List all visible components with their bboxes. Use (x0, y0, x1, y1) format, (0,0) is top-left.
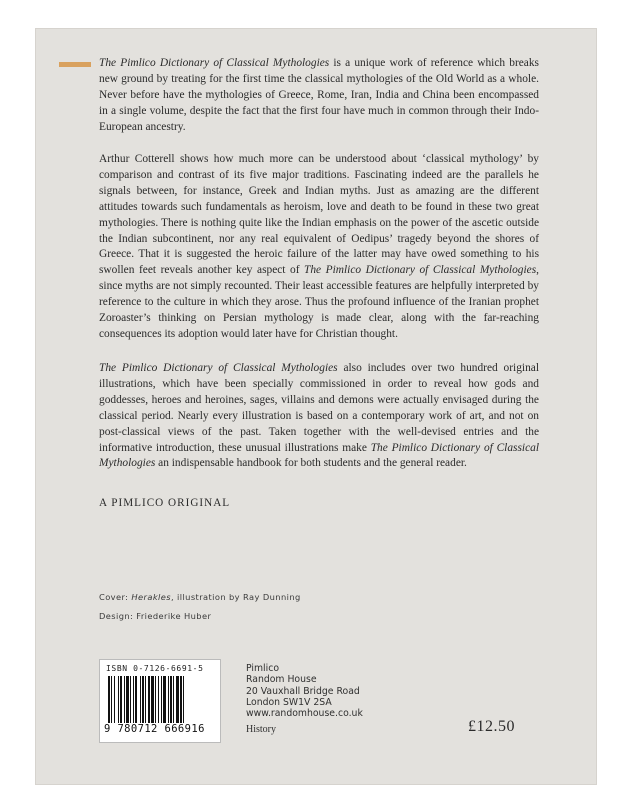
barcode-bar (151, 676, 154, 723)
category-label: History (246, 724, 276, 735)
barcode-bar (170, 676, 172, 723)
barcode-bar (145, 676, 146, 723)
barcode-bar (180, 676, 182, 723)
cover-artwork-title: Herakles (131, 592, 171, 602)
barcode-bar (168, 676, 169, 723)
barcode-bar (114, 676, 115, 723)
price-label: £12.50 (468, 718, 515, 735)
blurb-paragraph-3 (99, 361, 539, 472)
barcode-bar (158, 676, 159, 723)
barcode-bar (161, 676, 162, 723)
barcode-bar (135, 676, 137, 723)
barcode-bar (163, 676, 166, 723)
barcode-bar (173, 676, 174, 723)
cover-credit-suffix: , illustration by Ray Dunning (170, 592, 301, 602)
barcode-bar (148, 676, 150, 723)
book-title: The Pimlico Dictionary of Classical Mythologies (99, 441, 539, 470)
blurb-text: Arthur Cotterell shows how much more can be understood about ‘classical mythology’ by comparison and contrast of its five major traditions. Fascinating indeed are the parallels he signals between, for instance, Greek and Indian myths. Just as amazing are the different attitudes towards such fundamentals as heroism, love and death to be found in these two great mythologies. There is nothing quite like the Indian emphasis on the power of the ascetic outside the Indian subcontinent, nor any real equivalent of Oedipus’ tragedy beyond the shores of Greece. That it is suggested the heroic failure of the latter may have owed something to his swollen feet reveals another key aspect of (99, 153, 539, 277)
cover-credit-prefix: Cover: (99, 592, 132, 602)
accent-bar (59, 62, 91, 67)
barcode-bar (142, 676, 144, 723)
blurb-text: , since myths are not simply recounted. Their least accessible features are helpfully interpreted by reference to the culture in which they arose. Thus the profound influence of the Iranian prophet Zoroaster’s thinking on Persian mythology is made clear, along with the far-reaching consequences its adoption would later have for Christian thought. (99, 264, 539, 340)
barcode-bar (140, 676, 141, 723)
barcode-bar (111, 676, 112, 723)
isbn-number: ISBN 0-7126-6691-5 (106, 664, 204, 673)
barcode-bar (133, 676, 134, 723)
publisher-address (246, 663, 363, 719)
barcode-bar (126, 676, 129, 723)
publisher-name: Pimlico (246, 663, 280, 674)
cover-credit (99, 592, 301, 602)
publisher-street: 20 Vauxhall Bridge Road (246, 685, 360, 697)
barcode-bar (108, 676, 110, 723)
blurb-text: is a unique work of reference which breaks new ground by treating for the first time the classical mythologies of the Old World as a whole. Never before have the mythologies of Greece, Rome, Iran, India and China been encompassed in a single volume, despite the fact that the first four have much in common through their Indo-European ancestry. (99, 57, 539, 133)
barcode-bar (176, 676, 179, 723)
ean-number: 9 780712 666916 (104, 723, 205, 735)
design-credit: Design: Friederike Huber (99, 611, 212, 621)
blurb-paragraph-1 (99, 56, 539, 136)
book-title: The Pimlico Dictionary of Classical Mythologies (99, 362, 338, 374)
barcode (99, 659, 221, 743)
barcode-bar (118, 676, 119, 723)
barcode-bar (120, 676, 122, 723)
publisher-website: www.randomhouse.co.uk (246, 708, 363, 720)
barcode-bar (130, 676, 131, 723)
book-title: The Pimlico Dictionary of Classical Mythologies (99, 57, 330, 69)
blurb-text: also includes over two hundred original illustrations, which have been specially commissioned in order to reveal how gods and goddesses, heroes and heroines, sages, villains and demons were actually envisaged during the classical period. Nearly every illustration is based on a contemporary work of art, and not on post-classical views of the past. Taken together with the well-devised entries and the informative introduction, these unusual illustrations make (99, 362, 539, 454)
barcode-bar (183, 676, 184, 723)
imprint-label: A PIMLICO ORIGINAL (99, 497, 231, 509)
book-title: The Pimlico Dictionary of Classical Mythologies (304, 264, 537, 277)
blurb-paragraph-2 (99, 152, 539, 343)
publisher-house: Random House (246, 674, 317, 686)
publisher-city: London SW1V 2SA (246, 696, 332, 708)
barcode-bar (124, 676, 125, 723)
barcode-bar (155, 676, 156, 723)
blurb-text: an indispensable handbook for both students and the general reader. (155, 457, 467, 470)
barcode-bars (108, 676, 212, 723)
